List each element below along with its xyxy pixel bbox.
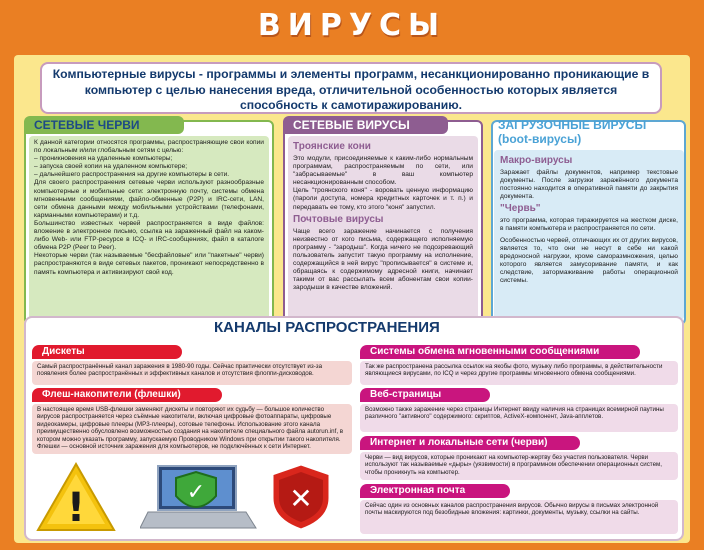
worms-p4: – дальнейшего распространения на другие компьютеры в сети. — [34, 171, 230, 179]
bootviruses-tab — [494, 116, 684, 152]
page-title: ВИРУСЫ — [257, 8, 447, 43]
channel-flash-text: В настоящее время USB-флешки заменяют дискеты и повторяют их судьбу — большое количество вирусов распространяется через съёмные накопители, включая цифровые фотоаппараты, цифровые видеокамеры, цифровые плееры (MP3-плееры), сотовые телефоны. Использование этого канала преимущественно обусловлено возможностью создания на накопителе специального файла autorun.inf, в котором можно указать программу, запускаемую Проводником Windows при открытии такого накопителя. Флешки — основной источник заражения для компьютеров, не подключённых к сети Интернет. — [32, 404, 352, 454]
worms-p2: – проникновения на удаленные компьютеры; — [34, 155, 173, 163]
worms-text — [29, 136, 269, 320]
bootviruses-text — [494, 150, 684, 320]
laptop-shield-icon — [140, 458, 260, 534]
worms-tab: СЕТЕВЫЕ ЧЕРВИ — [24, 116, 184, 134]
channel-im-label: Системы обмена мгновенными сообщениями — [360, 345, 640, 359]
stop-cross-mark: ✕ — [289, 482, 313, 515]
mail-viruses-heading: Почтовые вирусы — [293, 213, 384, 225]
worm-p1: это программа, которая тиражируется на жестком диске, в памяти компьютера и распространяется по сети. — [500, 217, 678, 233]
bootviruses-tab-line1: ЗАГРУЗОЧНЫЕ ВИРУСЫ — [498, 118, 647, 132]
channel-im-text: Так же распространена рассылка ссылок на якобы фото, музыку либо программы, в действительности являющиеся вирусами, по ICQ и через другие программы мгновенного обмена сообщениями. — [360, 361, 678, 385]
channel-flash-label: Флеш-накопители (флешки) — [32, 388, 222, 402]
channel-network-text: Черви — вид вирусов, которые проникают на компьютер-жертву без участия пользователя. Черви используют так называемые «дыры» (уязвимости) в программном обеспечении операционных систем, чтобы проникнуть на компьютер. — [360, 452, 678, 480]
netviruses-tab: СЕТЕВЫЕ ВИРУСЫ — [283, 116, 448, 134]
trojans-p1: Это модули, присоединяемые к каким-либо нормальным программам, распространяемым по сети, или "забрасываемые" в ваш компьютер несанкционированным способом. — [293, 155, 473, 187]
channel-floppy-text: Самый распространённый канал заражения в 1980-90 годы. Сейчас практически отсутствует из-за появления более распространённых и эффективных каналов и отсутствия флоппи-дисководов. — [32, 361, 352, 385]
trojans-p2: Цель "троянского коня" - воровать ценную информацию (пароли доступа, номера кредитных карточек и т. п.) и передавать ее тому, кто этого "коня" запустил. — [293, 187, 473, 211]
netviruses-text — [288, 136, 478, 320]
worms-p7: Некоторые черви (так называемые "бесфайловые" или "пакетные" черви) распространяются в виде сетевых пакетов, проникают непосредственно в память компьютера и активизируют свой код. — [34, 252, 264, 276]
channel-network-label: Интернет и локальные сети (черви) — [360, 436, 580, 450]
channel-email-text: Сейчас один из основных каналов распространения вирусов. Обычно вирусы в письмах электронной почты маскируются под безобидные вложения: картинки, документы, музыку, ссылки на сайты. — [360, 500, 678, 534]
warning-mark: ! — [66, 485, 86, 531]
channel-floppy-label: Дискеты — [32, 345, 182, 359]
worm-heading: "Червь" — [500, 203, 541, 215]
worms-p6: Большинство известных червей распространяется в виде файлов: вложение в электронное письмо, ссылка на зараженный файл на каком-либо Web- или FTP-ресурсе в ICQ- и IRC-сообщениях, файл в каталоге обмена P2P (Peer to Peer). — [34, 219, 264, 252]
bootviruses-tab-line2: (boot-вирусы) — [498, 132, 582, 146]
worm-p2: Особенностью червей, отличающих их от других вирусов, является то, что они не несут в себе ни какой вредоносной нагрузки, кроме саморазмножения, целью которого является замусоривание памяти, и как следствие, затормаживание работы операционной системы. — [500, 236, 678, 285]
channel-web-label: Веб-страницы — [360, 388, 490, 402]
shield-check-mark: ✓ — [186, 480, 206, 505]
channels-title: КАНАЛЫ РАСПРОСТРАНЕНИЯ — [214, 319, 440, 336]
mail-viruses-p: Чаще всего заражение начинается с получения неизвестно от кого письма, содержащего исполняемую программу - "зародыш". Когда ничего не подозревающий пользователь запустит такую программу на исполнение, содержащийся в ней вирус "прописывается" в системе и, обращаясь к содержимому адресной книги, начинает такими от вас рассылать всем абонентам свои копии-зародыши в качестве вложений. — [293, 227, 473, 292]
macro-viruses-heading: Макро-вирусы — [500, 155, 573, 166]
worms-p1: К данной категории относятся программы, распространяющие свои копии по локальным и/или глобальным сетям с целью: — [34, 139, 264, 155]
worms-p5: Для своего распространения сетевые черви используют разнообразные компьютерные и мобильные сети: электронную почту, системы обмена мгновенными сообщениями, файло-обменные (P2P) и IRC-сети, LAN, сети обмена данными между мобильными устройствами (телефонами, карманными компьютерами) и т.д. — [34, 179, 264, 219]
channel-web-text: Возможно также заражение через страницы Интернет ввиду наличия на страницах всемирной паутины различного "активного" содержимого: скриптов, ActiveX-компонент, Java-апплетов. — [360, 404, 678, 432]
warning-triangle-icon — [36, 460, 116, 532]
trojans-heading: Троянские кони — [293, 141, 371, 152]
macro-viruses-p: Заражает файлы документов, например текстовые документы. После загрузки заражённого документа постоянно находится в оперативной памяти до закрытия документа. — [500, 169, 678, 201]
stop-shield-icon — [266, 460, 336, 532]
worms-p3: – запуска своей копии на удаленном компьютере; — [34, 163, 188, 171]
intro-definition: Компьютерные вирусы - программы и элементы программ, несанкционированно проникающие в компьютер с целью нанесения вреда, отличительной особенностью которых является способность к самотиражированию. — [40, 62, 662, 114]
channel-email-label: Электронная почта — [360, 484, 510, 498]
